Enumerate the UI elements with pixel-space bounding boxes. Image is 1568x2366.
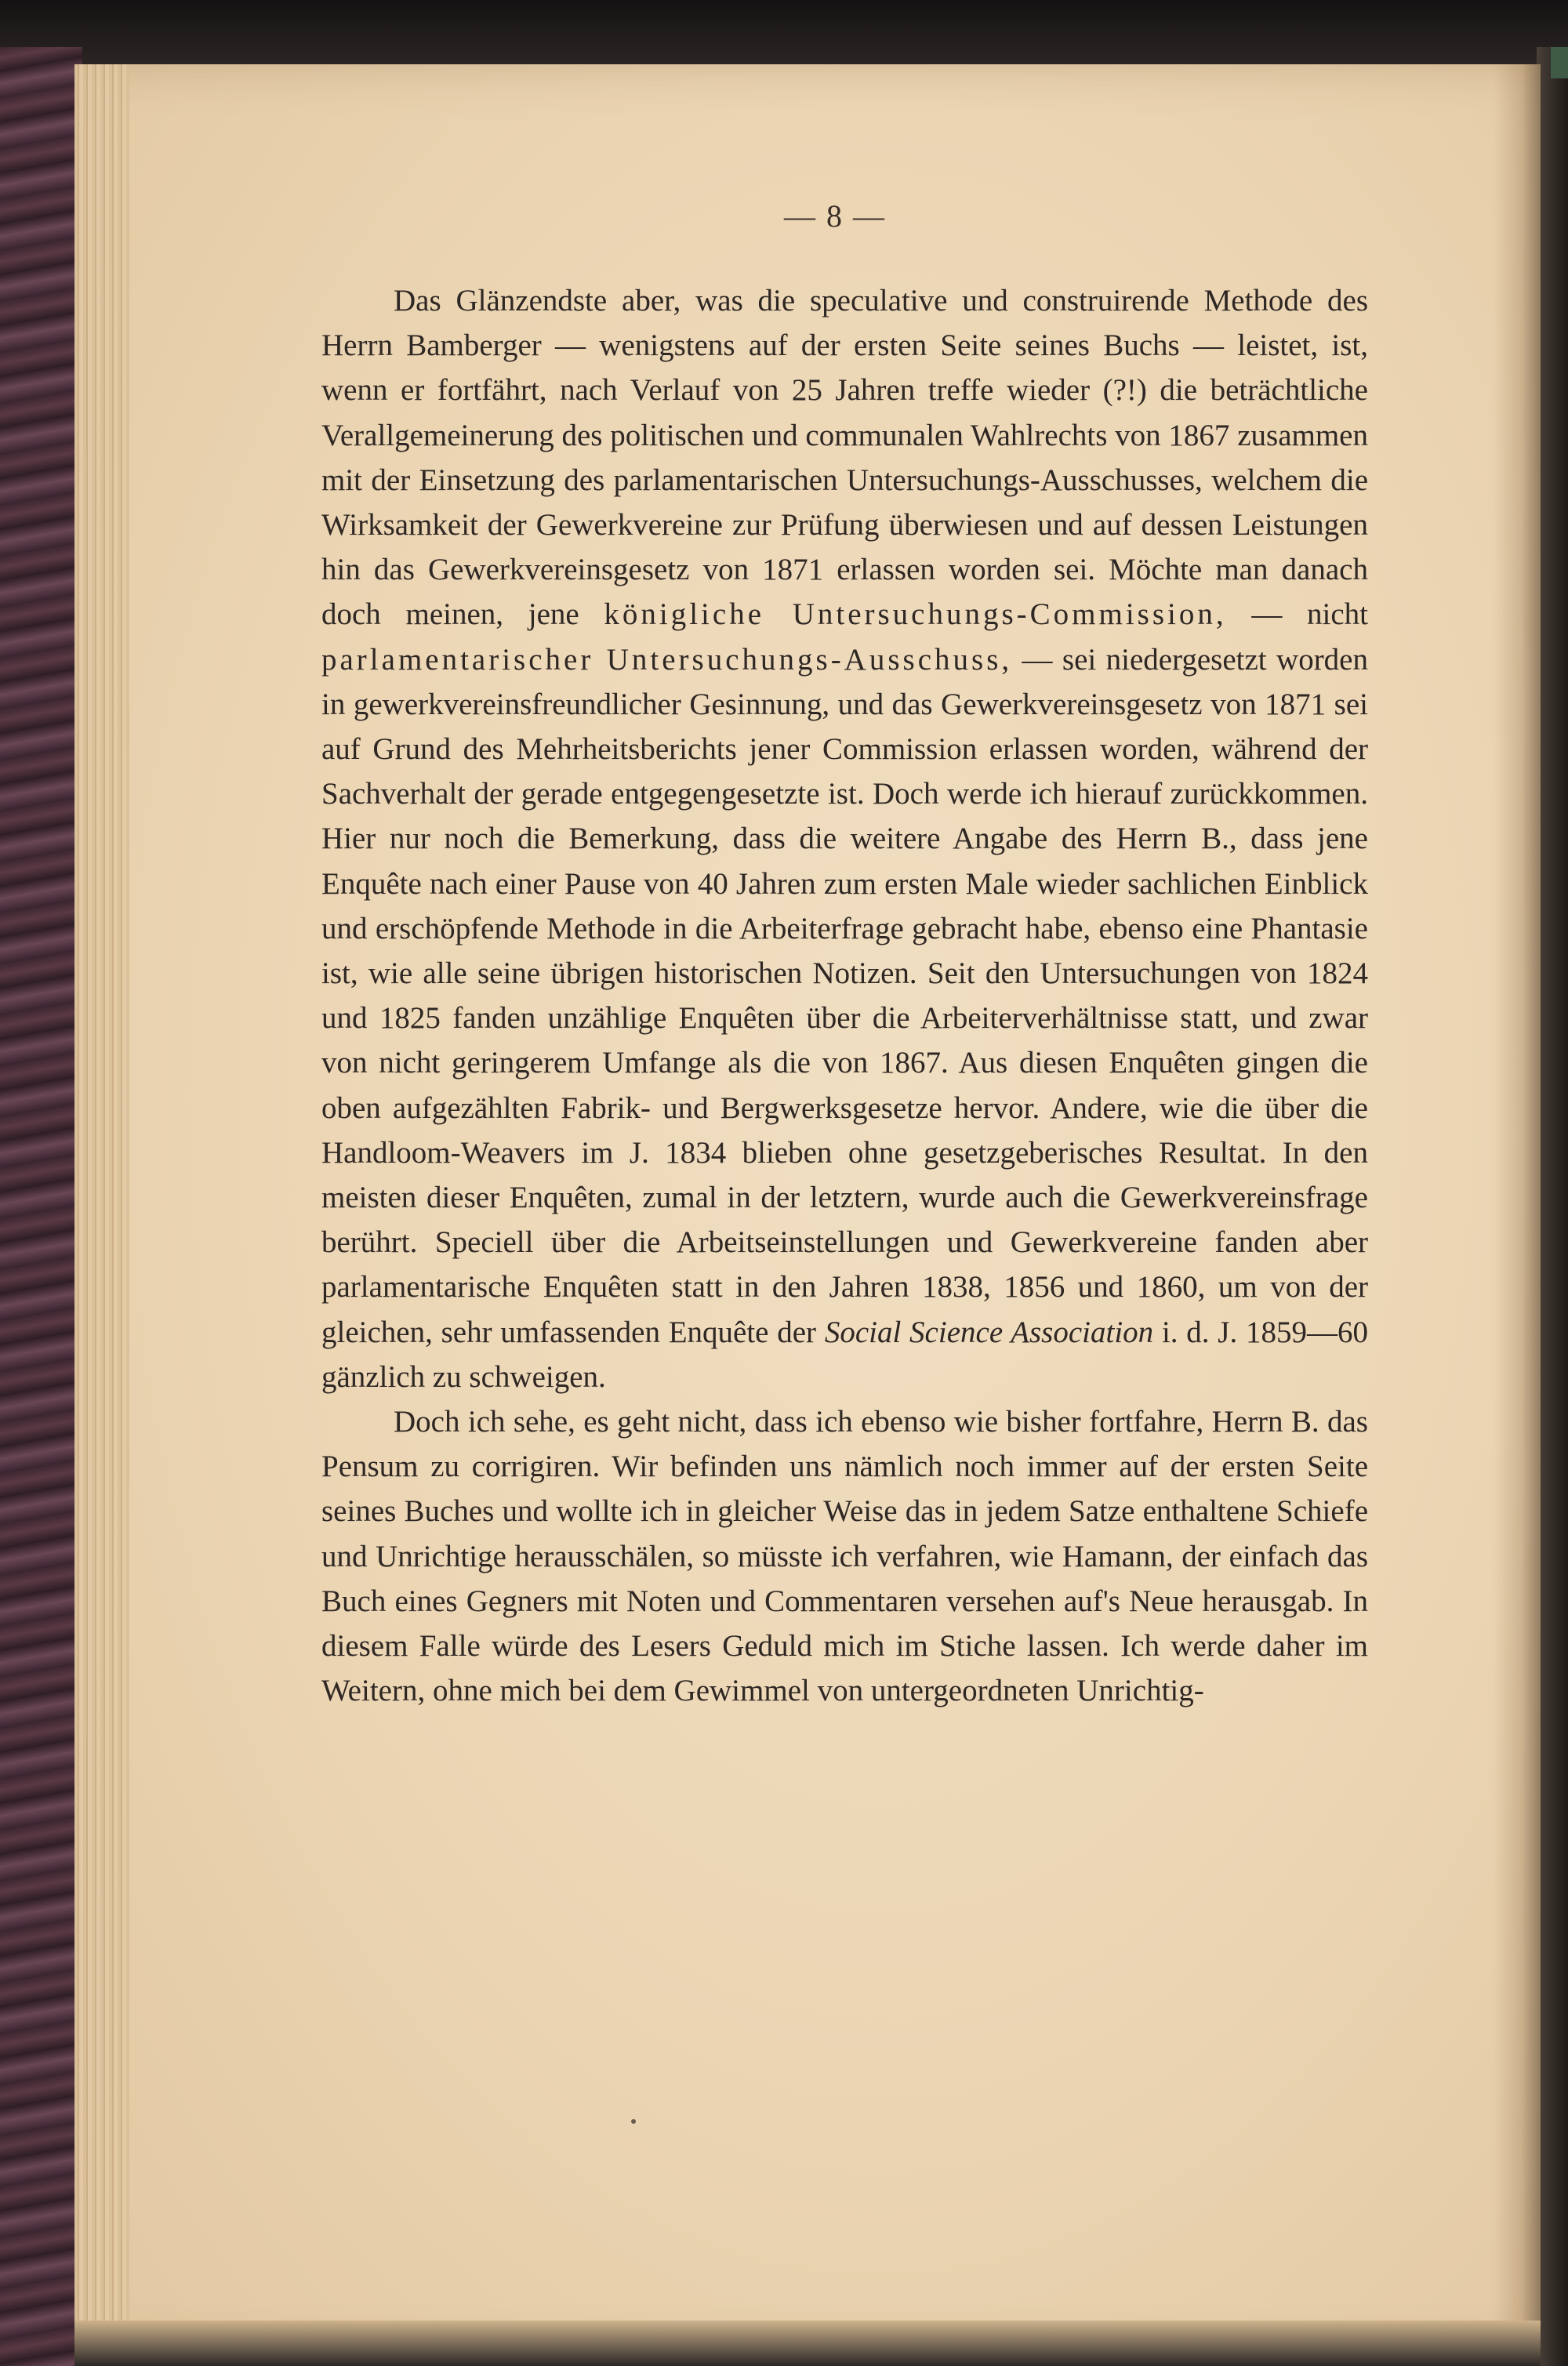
scan-top-margin (0, 0, 1568, 71)
page-number: — 8 — (784, 198, 886, 234)
text-run: Das Glänzendste aber, was die speculative und construirende Methode des Herrn Bamberger — wenigstens auf der ersten Seite seines Buchs — leistet, ist, wenn er fortfährt, nach Verlauf von 25 Jahren treffe wieder (?!) die beträchtliche Verallgemeinerung des politischen und communalen Wahlrechts von 1867 zusammen mit der Einsetzung des parlamentarischen Untersuchungs-Ausschusses, welchem die Wirksamkeit der Gewerkvereine zur Prüfung überwiesen und auf dessen Leistungen hin das Gewerkvereinsgesetz von 1871 erlassen worden sei. Möchte man danach doch meinen, jene (321, 284, 1368, 632)
text-run: Doch ich sehe, es geht nicht, dass ich ebenso wie bisher fortfahre, Herrn B. das Pensum zu corrigiren. Wir befinden uns nämlich noch immer auf der ersten Seite seines Buches und wollte ich in gleicher Weise das in jedem Satze enthaltene Schiefe und Unrichtige herausschälen, so müsste ich verfahren, wie Hamann, der einfach das Buch eines Gegners mit Noten und Commentaren versehen auf's Neue herausgab. In diesem Falle würde des Lesers Geduld mich im Stiche lassen. Ich werde daher im Weitern, ohne mich bei dem Gewimmel von untergeordneten Unrichtig- (321, 1405, 1368, 1708)
text-run: — nicht (1226, 597, 1368, 632)
spaced-emphasis: königliche Untersuchungs-Commission, (604, 597, 1227, 632)
book-right-edge (1537, 47, 1568, 2366)
body-text (321, 278, 1368, 1714)
italic-title: Social Science Association (824, 1315, 1154, 1349)
paragraph (321, 278, 1368, 1399)
scan-bottom-margin (74, 2321, 1541, 2366)
page-right-shadow (1494, 64, 1541, 2353)
paragraph (321, 1399, 1368, 1713)
page-gutter-edges (74, 64, 129, 2353)
text-run: i. d. J. 1859—60 gänzlich zu schweigen. (321, 1315, 1368, 1394)
spaced-emphasis: parlamentarischer Untersuchungs-Ausschuss, (321, 642, 1013, 677)
marbled-cover-edge (0, 47, 82, 2366)
bookmark-tab (1551, 47, 1568, 78)
ink-speck (631, 2119, 636, 2124)
text-run: — sei niedergesetzt worden in gewerkvereinsfreundlicher Gesinnung, und das Gewerkvereinsgesetz von 1871 sei auf Grund des Mehrheitsberichts jener Commission erlassen worden, während der Sachverhalt der gerade entgegengesetzte ist. Doch werde ich hierauf zurückkommen. Hier nur noch die Bemerkung, dass die weitere Angabe des Herrn B., dass jene Enquête nach einer Pause von 40 Jahren zum ersten Male wieder sachlichen Einblick und erschöpfende Methode in die Arbeiterfrage gebracht habe, ebenso eine Phantasie ist, wie alle seine übrigen historischen Notizen. Seit den Untersuchungen von 1824 und 1825 fanden unzählige Enquêten über die Arbeiterverhältnisse statt, und zwar von nicht geringerem Umfange als die von 1867. Aus diesen Enquêten gingen die oben aufgezählten Fabrik- und Bergwerksgesetze hervor. Andere, wie die über die Handloom-Weavers im J. 1834 blieben ohne gesetzgeberisches Resultat. In den meisten dieser Enquêten, zumal in der letztern, wurde auch die Gewerkvereinsfrage berührt. Speciell über die Arbeitseinstellungen und Gewerkvereine fanden aber parlamentarische Enquêten statt in den Jahren 1838, 1856 und 1860, um von der gleichen, sehr umfassenden Enquête der (321, 642, 1368, 1349)
